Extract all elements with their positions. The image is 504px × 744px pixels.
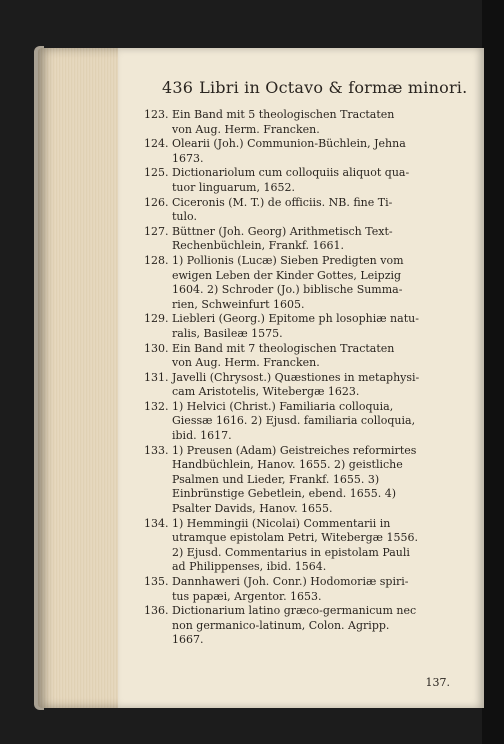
entry-line: Ein Band mit 7 theologischen Tractaten <box>172 341 395 355</box>
entry-text <box>172 342 474 371</box>
entry-text <box>172 166 474 195</box>
entry-text <box>172 575 474 604</box>
entry-line: 1604. 2) Schroder (Jo.) biblische Summa- <box>172 283 403 297</box>
entry-number: 128. <box>144 253 169 267</box>
entry-text <box>172 137 474 166</box>
background-strip <box>482 0 504 744</box>
catalog-entry <box>144 137 474 166</box>
entry-text <box>172 517 474 575</box>
entry-line: 2) Ejusd. Commentarius in epistolam Pauli <box>172 545 410 559</box>
entry-line: 1) Pollionis (Lucæ) Sieben Predigten vom <box>172 253 404 267</box>
entry-number: 123. <box>144 108 169 121</box>
entry-text <box>172 225 474 254</box>
catalog-entry <box>144 342 474 371</box>
entry-line: Handbüchlein, Hanov. 1655. 2) geistliche <box>172 458 403 472</box>
entry-line: Javelli (Chrysost.) Quæstiones in metaphysi- <box>172 370 420 384</box>
entry-line: rien, Schweinfurt 1605. <box>172 297 305 311</box>
entry-text <box>172 371 474 400</box>
entry-line: Psalmen und Lieder, Frankf. 1655. 3) <box>172 472 380 486</box>
entry-number: 124. <box>144 137 169 151</box>
entry-number: 133. <box>144 443 169 457</box>
page-number: 436 <box>162 78 194 97</box>
running-head <box>162 78 467 97</box>
running-title: Libri in Octavo & formæ minori. <box>199 78 468 97</box>
entry-line: 1) Hemmingii (Nicolai) Commentarii in <box>172 516 391 530</box>
entry-number: 127. <box>144 224 169 238</box>
catalog-entry <box>144 517 474 575</box>
entry-line: ad Philippenses, ibid. 1564. <box>172 560 327 574</box>
catalog-entry <box>144 371 474 400</box>
entry-line: Dictionarium latino græco-germanicum nec <box>172 604 417 618</box>
entry-line: ewigen Leben der Kinder Gottes, Leipzig <box>172 268 402 282</box>
entry-list <box>144 108 474 648</box>
catalog-entry <box>144 196 474 225</box>
entry-line: Rechenbüchlein, Frankf. 1661. <box>172 239 344 253</box>
entry-line: Ciceronis (M. T.) de officiis. NB. fine Ti- <box>172 195 393 209</box>
entry-text <box>172 444 474 517</box>
catalog-entry <box>144 444 474 517</box>
catalog-entry <box>144 400 474 444</box>
entry-number: 129. <box>144 312 169 326</box>
entry-number: 132. <box>144 399 169 413</box>
entry-text <box>172 196 474 225</box>
entry-number: 136. <box>144 604 169 618</box>
entry-line: Dannhaweri (Joh. Conr.) Hodomoriæ spiri- <box>172 575 409 588</box>
entry-line: Büttner (Joh. Georg) Arithmetisch Text- <box>172 224 393 238</box>
entry-line: Einbrünstige Gebetlein, ebend. 1655. 4) <box>172 487 397 501</box>
catalog-entry <box>144 166 474 195</box>
entry-text <box>172 400 474 444</box>
entry-line: utramque epistolam Petri, Witebergæ 1556. <box>172 531 418 545</box>
entry-line: tus papæi, Argentor. 1653. <box>172 589 322 603</box>
entry-text <box>172 604 474 648</box>
catalog-entry <box>144 254 474 312</box>
entry-line: von Aug. Herm. Francken. <box>172 356 320 370</box>
entry-line: 1673. <box>172 151 204 165</box>
entry-text <box>172 254 474 312</box>
entry-line: Psalter Davids, Hanov. 1655. <box>172 502 333 516</box>
entry-line: 1) Helvici (Christ.) Familiaria colloquia, <box>172 399 394 413</box>
entry-line: ibid. 1617. <box>172 429 232 443</box>
entry-line: Giessæ 1616. 2) Ejusd. familiaria colloquia, <box>172 414 416 428</box>
entry-text <box>172 312 474 341</box>
entry-number: 126. <box>144 195 169 209</box>
entry-number: 134. <box>144 516 169 530</box>
entry-line: cam Aristotelis, Witebergæ 1623. <box>172 385 360 399</box>
catalog-entry <box>144 575 474 604</box>
entry-line: Ein Band mit 5 theologischen Tractaten <box>172 108 395 121</box>
catalog-entry <box>144 604 474 648</box>
catalog-entry <box>144 108 474 137</box>
catalog-page <box>118 48 484 708</box>
page-edges <box>38 48 124 708</box>
entry-number: 125. <box>144 166 169 180</box>
catalog-entry <box>144 225 474 254</box>
entry-line: von Aug. Herm. Francken. <box>172 122 320 136</box>
entry-line: tulo. <box>172 210 197 224</box>
entry-number: 135. <box>144 575 169 588</box>
catalog-entry <box>144 312 474 341</box>
entry-line: 1) Preusen (Adam) Geistreiches reformirtes <box>172 443 417 457</box>
catchword: 137. <box>425 676 450 689</box>
entry-number: 131. <box>144 370 169 384</box>
entry-line: Liebleri (Georg.) Epitome ph losophiæ natu- <box>172 312 419 326</box>
entry-line: Olearii (Joh.) Communion-Büchlein, Jehna <box>172 137 406 151</box>
entry-line: ralis, Basileæ 1575. <box>172 326 283 340</box>
entry-line: Dictionariolum cum colloquiis aliquot qua- <box>172 166 410 180</box>
entry-number: 130. <box>144 341 169 355</box>
entry-text <box>172 108 474 137</box>
entry-line: non germanico-latinum, Colon. Agripp. <box>172 618 390 632</box>
entry-line: 1667. <box>172 633 204 647</box>
entry-line: tuor linguarum, 1652. <box>172 180 295 194</box>
